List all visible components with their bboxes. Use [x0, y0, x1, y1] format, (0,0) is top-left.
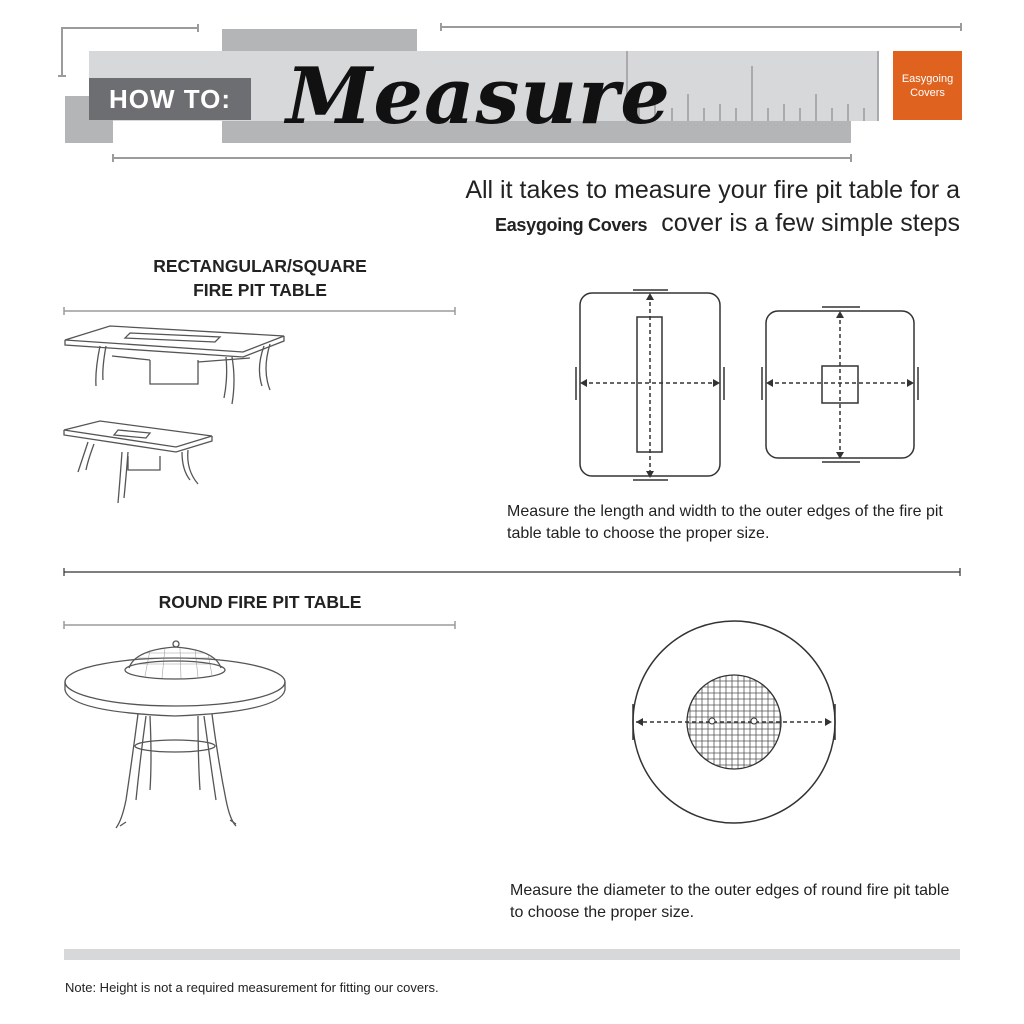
- rectangle-measure-diagram: [570, 285, 730, 485]
- intro-line-2-text: cover is a few simple steps: [661, 209, 960, 237]
- square-measure-diagram: [755, 300, 930, 470]
- intro-line-1: All it takes to measure your fire pit table for a: [465, 176, 960, 204]
- section-divider: [0, 564, 1024, 580]
- rect-section-title: RECTANGULAR/SQUARE FIRE PIT TABLE: [153, 256, 367, 300]
- brand-logo-line1: Easygoing: [901, 72, 954, 85]
- rect-caption: Measure the length and width to the outer edges of the fire pit table table to choose the proper size.: [507, 503, 943, 542]
- intro-brand-name: Easygoing Covers: [495, 215, 648, 235]
- round-measure-diagram: [625, 615, 845, 830]
- round-section-underline: [0, 615, 470, 635]
- how-to-label: HOW TO:: [89, 78, 251, 120]
- round-section-title: ROUND FIRE PIT TABLE: [158, 592, 362, 612]
- round-caption: Measure the diameter to the outer edges of round fire pit table to choose the proper size.: [510, 882, 950, 921]
- page-title: Measure: [286, 51, 671, 142]
- footer-bar: [64, 949, 960, 960]
- brand-logo-line2: Covers: [910, 86, 945, 99]
- brand-logo: [893, 51, 962, 120]
- square-table-illustration: [60, 416, 220, 508]
- intro-line-2: [495, 209, 960, 238]
- rectangular-table-illustration: [60, 320, 290, 410]
- round-table-illustration: [60, 638, 290, 833]
- footer-note: Note: Height is not a required measurement for fitting our covers.: [65, 980, 439, 995]
